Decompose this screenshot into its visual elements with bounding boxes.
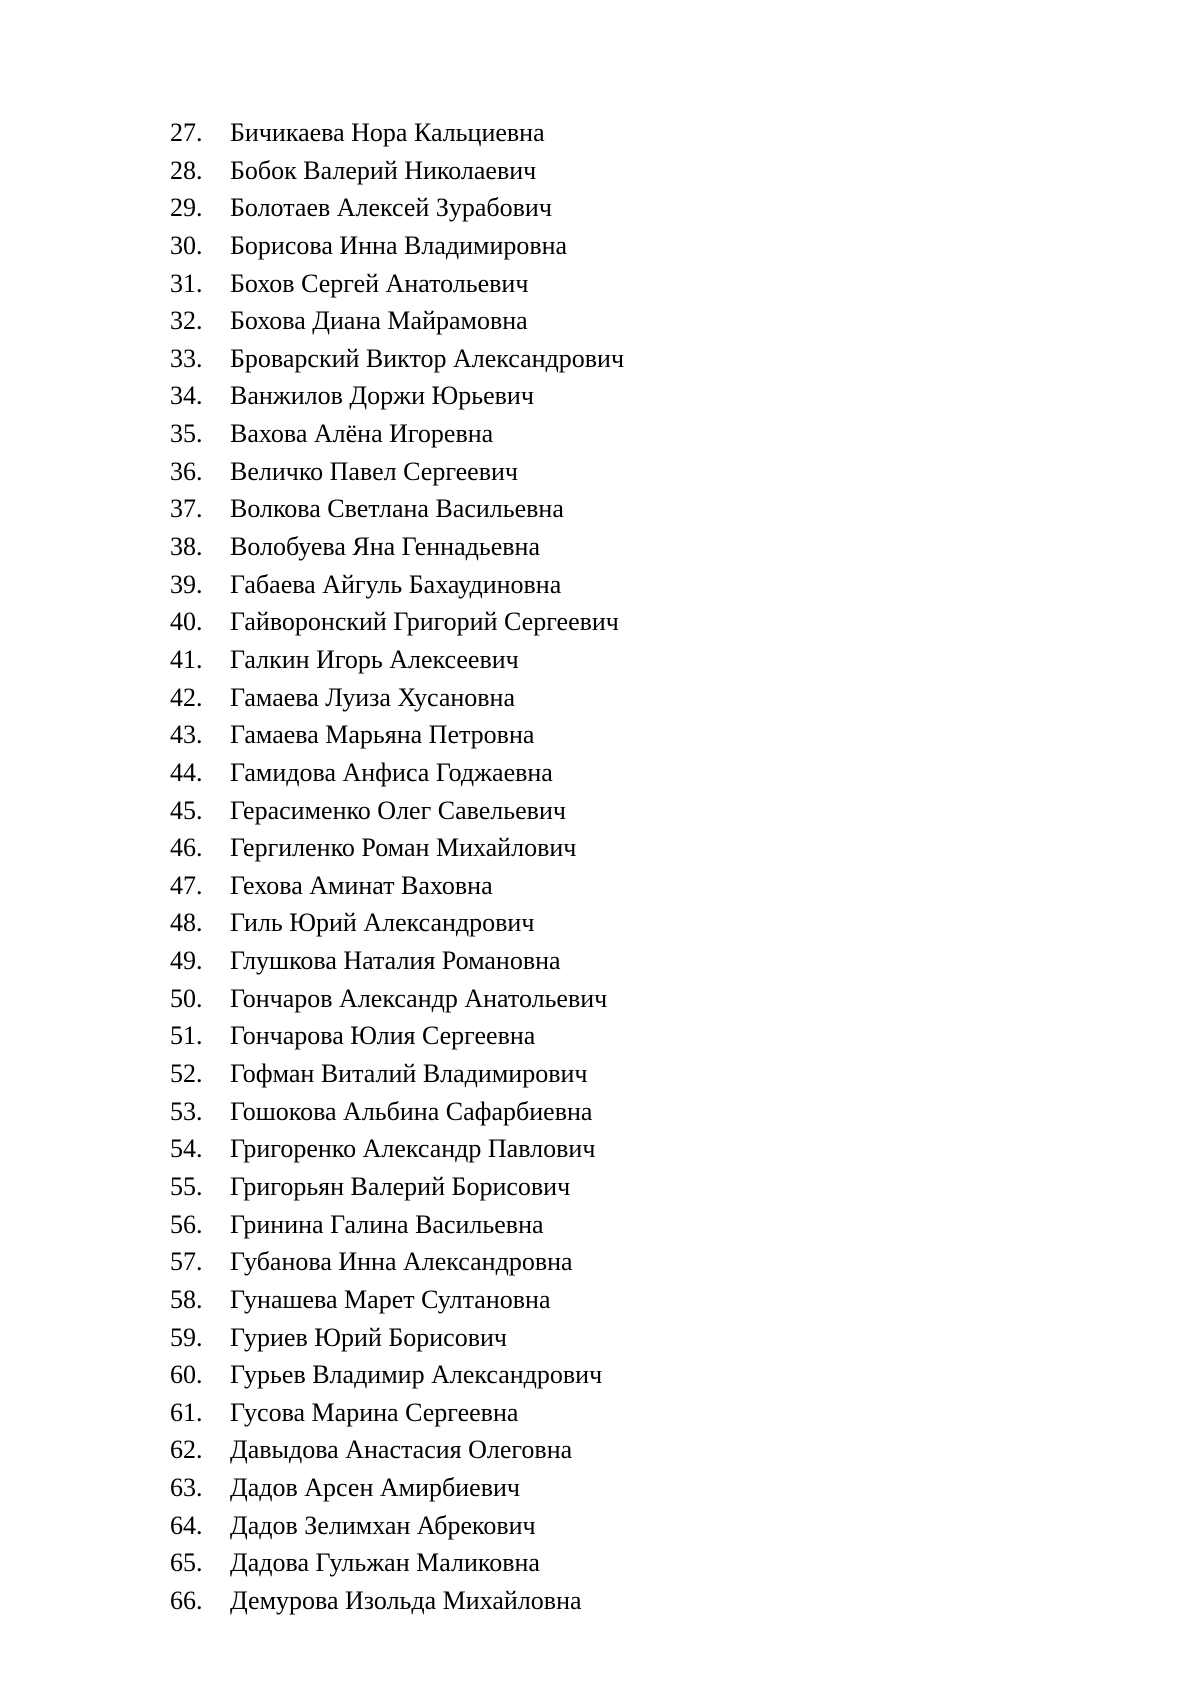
list-item xyxy=(170,1055,624,1093)
list-item-number: 38. xyxy=(170,532,203,562)
list-item-number: 57. xyxy=(170,1247,203,1277)
list-item xyxy=(170,754,624,792)
list-item xyxy=(170,302,624,340)
list-item-name: Бохов Сергей Анатольевич xyxy=(230,268,529,298)
list-item xyxy=(170,603,624,641)
list-item-number: 27. xyxy=(170,118,203,147)
list-item xyxy=(170,867,624,905)
list-item-name: Дадов Арсен Амирбиевич xyxy=(230,1473,520,1503)
name-list xyxy=(170,114,624,1620)
list-item-number: 49. xyxy=(170,946,203,976)
list-item-number: 43. xyxy=(170,720,203,750)
list-item-number: 65. xyxy=(170,1548,203,1578)
list-item xyxy=(170,377,624,415)
list-item-name: Григоренко Александр Павлович xyxy=(230,1134,596,1164)
list-item-number: 58. xyxy=(170,1284,203,1314)
list-item-number: 50. xyxy=(170,983,203,1013)
list-item xyxy=(170,829,624,867)
list-item-name: Волобуева Яна Геннадьевна xyxy=(230,532,540,562)
list-item-name: Величко Павел Сергеевич xyxy=(230,456,518,486)
list-item xyxy=(170,980,624,1018)
list-item xyxy=(170,641,624,679)
list-item xyxy=(170,528,624,566)
list-item xyxy=(170,1469,624,1507)
list-item-name: Демурова Изольда Михайловна xyxy=(230,1585,582,1615)
list-item xyxy=(170,1431,624,1469)
list-item-name: Гончаров Александр Анатольевич xyxy=(230,983,608,1013)
list-item-name: Гусова Марина Сергеевна xyxy=(230,1397,519,1427)
list-item-name: Гамаева Луиза Хусановна xyxy=(230,682,515,712)
list-item xyxy=(170,1130,624,1168)
list-item-name: Гунашева Марет Султановна xyxy=(230,1284,551,1314)
list-item-number: 48. xyxy=(170,908,203,938)
list-item-name: Давыдова Анастасия Олеговна xyxy=(230,1435,573,1465)
list-item-number: 61. xyxy=(170,1397,203,1427)
list-item xyxy=(170,1394,624,1432)
list-item-name: Гергиленко Роман Михайлович xyxy=(230,833,577,863)
list-item-name: Волкова Светлана Васильевна xyxy=(230,494,564,524)
list-item xyxy=(170,1243,624,1281)
list-item-name: Гамаева Марьяна Петровна xyxy=(230,720,535,750)
list-item xyxy=(170,490,624,528)
list-item xyxy=(170,1582,624,1620)
list-item-name: Дадов Зелимхан Абрекович xyxy=(230,1510,536,1540)
list-item-number: 41. xyxy=(170,644,203,674)
list-item-name: Глушкова Наталия Романовна xyxy=(230,946,561,976)
list-item xyxy=(170,227,624,265)
list-item xyxy=(170,415,624,453)
list-item-name: Григорьян Валерий Борисович xyxy=(230,1171,571,1201)
list-item xyxy=(170,1319,624,1357)
list-item-name: Бобок Валерий Николаевич xyxy=(230,155,537,185)
list-item xyxy=(170,716,624,754)
list-item xyxy=(170,1206,624,1244)
list-item-number: 47. xyxy=(170,870,203,900)
list-item-name: Гофман Виталий Владимирович xyxy=(230,1059,588,1089)
list-item-name: Гехова Аминат Ваховна xyxy=(230,870,493,900)
list-item-number: 42. xyxy=(170,682,203,712)
list-item xyxy=(170,114,624,152)
list-item-name: Гурьев Владимир Александрович xyxy=(230,1360,603,1390)
list-item xyxy=(170,1507,624,1545)
list-item-name: Гамидова Анфиса Годжаевна xyxy=(230,757,553,787)
list-item-name: Вахова Алёна Игоревна xyxy=(230,419,494,449)
list-item-name: Герасименко Олег Савельевич xyxy=(230,795,566,825)
list-item xyxy=(170,1093,624,1131)
list-item xyxy=(170,904,624,942)
list-item-number: 63. xyxy=(170,1473,203,1503)
list-item xyxy=(170,1544,624,1582)
list-item xyxy=(170,340,624,378)
list-item xyxy=(170,942,624,980)
list-item-number: 31. xyxy=(170,268,203,298)
list-item-number: 62. xyxy=(170,1435,203,1465)
list-item-number: 44. xyxy=(170,757,203,787)
list-item xyxy=(170,792,624,830)
list-item-number: 59. xyxy=(170,1322,203,1352)
list-item-number: 28. xyxy=(170,155,203,185)
list-item xyxy=(170,1168,624,1206)
list-item-number: 36. xyxy=(170,456,203,486)
list-item-number: 60. xyxy=(170,1360,203,1390)
list-item-number: 55. xyxy=(170,1171,203,1201)
list-item-name: Бохова Диана Майрамовна xyxy=(230,306,528,336)
list-item-name: Гринина Галина Васильевна xyxy=(230,1209,544,1239)
list-item xyxy=(170,1281,624,1319)
list-item xyxy=(170,453,624,491)
list-item xyxy=(170,1356,624,1394)
list-item-number: 35. xyxy=(170,419,203,449)
list-item-number: 52. xyxy=(170,1059,203,1089)
list-item-number: 33. xyxy=(170,343,203,373)
list-item-name: Губанова Инна Александровна xyxy=(230,1247,573,1277)
list-item-number: 29. xyxy=(170,193,203,223)
list-item xyxy=(170,679,624,717)
list-item-number: 39. xyxy=(170,569,203,599)
list-item-name: Галкин Игорь Алексеевич xyxy=(230,644,519,674)
list-item-name: Бичикаева Нора Кальциевна xyxy=(230,118,545,147)
list-item-number: 30. xyxy=(170,230,203,260)
list-item-name: Дадова Гульжан Маликовна xyxy=(230,1548,540,1578)
list-item-number: 56. xyxy=(170,1209,203,1239)
list-item-number: 46. xyxy=(170,833,203,863)
list-item-name: Ванжилов Доржи Юрьевич xyxy=(230,381,534,411)
list-item-name: Борисова Инна Владимировна xyxy=(230,230,568,260)
list-item-name: Броварский Виктор Александрович xyxy=(230,343,625,373)
list-item xyxy=(170,152,624,190)
list-item-name: Болотаев Алексей Зурабович xyxy=(230,193,552,223)
list-item-number: 32. xyxy=(170,306,203,336)
list-item-number: 64. xyxy=(170,1510,203,1540)
list-item-number: 40. xyxy=(170,607,203,637)
list-item-number: 45. xyxy=(170,795,203,825)
list-item-name: Гошокова Альбина Сафарбиевна xyxy=(230,1096,593,1126)
list-item xyxy=(170,265,624,303)
list-item-number: 54. xyxy=(170,1134,203,1164)
list-item-name: Гиль Юрий Александрович xyxy=(230,908,535,938)
list-item-number: 51. xyxy=(170,1021,203,1051)
list-item-name: Гончарова Юлия Сергеевна xyxy=(230,1021,536,1051)
list-item xyxy=(170,189,624,227)
list-item-number: 34. xyxy=(170,381,203,411)
list-item-number: 53. xyxy=(170,1096,203,1126)
list-item-number: 66. xyxy=(170,1585,203,1615)
list-item xyxy=(170,566,624,604)
list-item-number: 37. xyxy=(170,494,203,524)
list-item-name: Габаева Айгуль Бахаудиновна xyxy=(230,569,562,599)
list-item-name: Гайворонский Григорий Сергеевич xyxy=(230,607,619,637)
list-item-name: Гуриев Юрий Борисович xyxy=(230,1322,507,1352)
list-item xyxy=(170,1017,624,1055)
